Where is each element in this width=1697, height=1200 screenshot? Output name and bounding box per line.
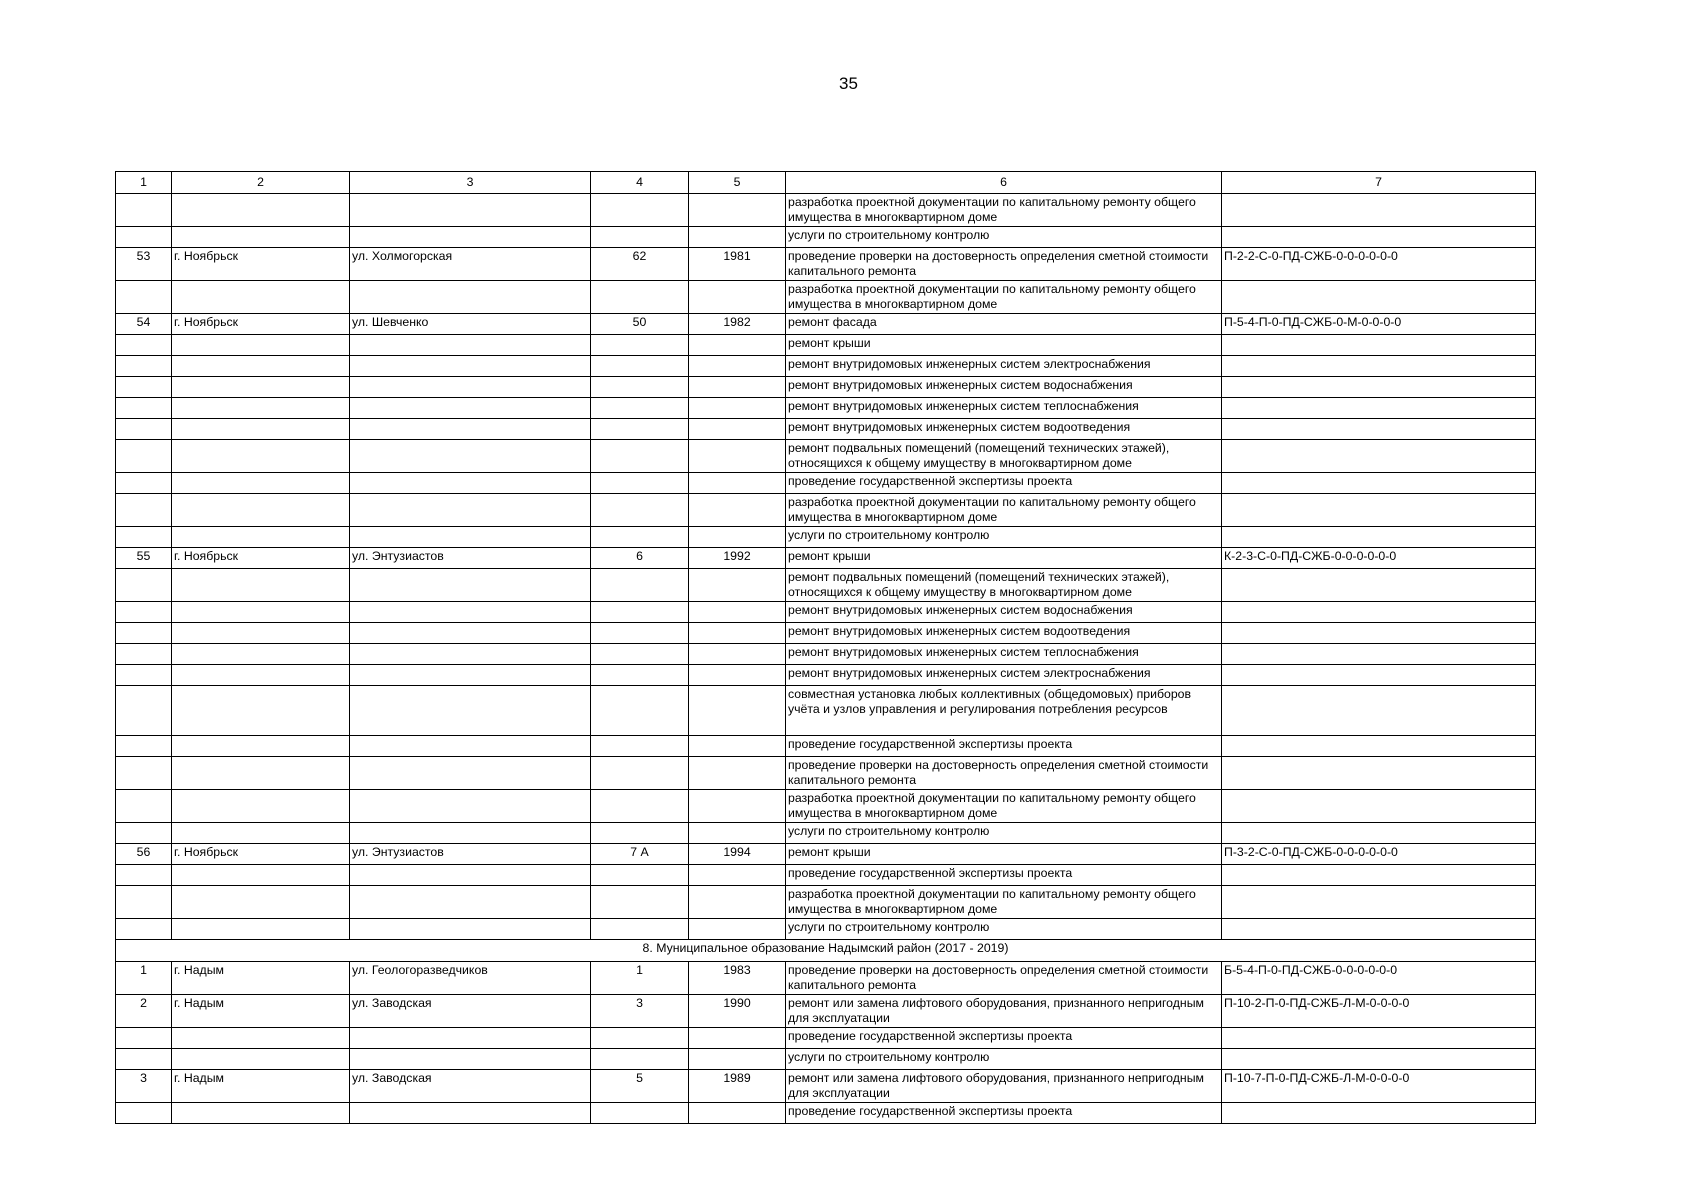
city-cell bbox=[172, 919, 350, 940]
building-code-cell: Б-5-4-П-0-ПД-СЖБ-0-0-0-0-0-0 bbox=[1222, 962, 1536, 995]
row-number-cell bbox=[116, 623, 172, 644]
year-cell bbox=[689, 919, 786, 940]
row-number-cell bbox=[116, 527, 172, 548]
table-row bbox=[116, 527, 1536, 548]
work-type-cell: проведение государственной экспертизы проекта bbox=[786, 1028, 1222, 1049]
street-cell: ул. Шевченко bbox=[350, 314, 591, 335]
table-row bbox=[116, 757, 1536, 790]
building-code-cell: К-2-3-С-0-ПД-СЖБ-0-0-0-0-0-0 bbox=[1222, 548, 1536, 569]
city-cell bbox=[172, 644, 350, 665]
city-cell bbox=[172, 757, 350, 790]
city-cell bbox=[172, 440, 350, 473]
street-cell: ул. Энтузиастов bbox=[350, 844, 591, 865]
house-number-cell bbox=[591, 377, 689, 398]
house-number-cell bbox=[591, 335, 689, 356]
house-number-cell: 7 А bbox=[591, 844, 689, 865]
city-cell bbox=[172, 398, 350, 419]
work-type-cell: ремонт подвальных помещений (помещений технических этажей), относящихся к общему имуществу в многоквартирном доме bbox=[786, 440, 1222, 473]
city-cell bbox=[172, 886, 350, 919]
house-number-cell bbox=[591, 823, 689, 844]
table-row bbox=[116, 398, 1536, 419]
column-header-2: 2 bbox=[172, 172, 350, 194]
row-number-cell: 53 bbox=[116, 248, 172, 281]
table-row bbox=[116, 419, 1536, 440]
row-number-cell bbox=[116, 440, 172, 473]
city-cell bbox=[172, 686, 350, 736]
column-header-7: 7 bbox=[1222, 172, 1536, 194]
table-row bbox=[116, 995, 1536, 1028]
table-row bbox=[116, 1103, 1536, 1124]
building-code-cell bbox=[1222, 281, 1536, 314]
street-cell bbox=[350, 281, 591, 314]
year-cell: 1981 bbox=[689, 248, 786, 281]
city-cell bbox=[172, 823, 350, 844]
row-number-cell bbox=[116, 757, 172, 790]
row-number-cell bbox=[116, 194, 172, 227]
street-cell bbox=[350, 1049, 591, 1070]
house-number-cell bbox=[591, 919, 689, 940]
work-type-cell: услуги по строительному контролю bbox=[786, 527, 1222, 548]
work-type-cell: разработка проектной документации по капитальному ремонту общего имущества в многоквартирном доме bbox=[786, 790, 1222, 823]
row-number-cell bbox=[116, 865, 172, 886]
year-cell bbox=[689, 865, 786, 886]
building-code-cell bbox=[1222, 644, 1536, 665]
work-type-cell: ремонт внутридомовых инженерных систем теплоснабжения bbox=[786, 398, 1222, 419]
table-row bbox=[116, 686, 1536, 736]
work-type-cell: ремонт крыши bbox=[786, 548, 1222, 569]
work-type-cell: услуги по строительному контролю bbox=[786, 823, 1222, 844]
city-cell: г. Надым bbox=[172, 962, 350, 995]
street-cell: ул. Энтузиастов bbox=[350, 548, 591, 569]
street-cell bbox=[350, 665, 591, 686]
row-number-cell: 56 bbox=[116, 844, 172, 865]
table-row bbox=[116, 844, 1536, 865]
building-code-cell bbox=[1222, 335, 1536, 356]
table-row bbox=[116, 823, 1536, 844]
street-cell bbox=[350, 569, 591, 602]
street-cell bbox=[350, 686, 591, 736]
table-row bbox=[116, 602, 1536, 623]
row-number-cell bbox=[116, 227, 172, 248]
street-cell: ул. Холмогорская bbox=[350, 248, 591, 281]
street-cell: ул. Геологоразведчиков bbox=[350, 962, 591, 995]
street-cell bbox=[350, 194, 591, 227]
work-type-cell: разработка проектной документации по капитальному ремонту общего имущества в многоквартирном доме bbox=[786, 194, 1222, 227]
row-number-cell bbox=[116, 686, 172, 736]
year-cell: 1983 bbox=[689, 962, 786, 995]
house-number-cell bbox=[591, 356, 689, 377]
building-code-cell bbox=[1222, 886, 1536, 919]
work-type-cell: ремонт внутридомовых инженерных систем электроснабжения bbox=[786, 665, 1222, 686]
year-cell bbox=[689, 281, 786, 314]
table-row bbox=[116, 665, 1536, 686]
work-type-cell: проведение государственной экспертизы проекта bbox=[786, 736, 1222, 757]
street-cell bbox=[350, 527, 591, 548]
building-code-cell: П-3-2-С-0-ПД-СЖБ-0-0-0-0-0-0 bbox=[1222, 844, 1536, 865]
city-cell: г. Ноябрьск bbox=[172, 844, 350, 865]
street-cell bbox=[350, 823, 591, 844]
table-row bbox=[116, 548, 1536, 569]
row-number-cell bbox=[116, 665, 172, 686]
row-number-cell bbox=[116, 886, 172, 919]
city-cell bbox=[172, 865, 350, 886]
street-cell bbox=[350, 377, 591, 398]
table-row bbox=[116, 314, 1536, 335]
house-number-cell: 1 bbox=[591, 962, 689, 995]
year-cell bbox=[689, 335, 786, 356]
city-cell: г. Ноябрьск bbox=[172, 548, 350, 569]
table-row bbox=[116, 1049, 1536, 1070]
city-cell: г. Ноябрьск bbox=[172, 314, 350, 335]
city-cell bbox=[172, 356, 350, 377]
table-row bbox=[116, 335, 1536, 356]
table-row bbox=[116, 248, 1536, 281]
house-number-cell: 3 bbox=[591, 995, 689, 1028]
year-cell: 1989 bbox=[689, 1070, 786, 1103]
building-code-cell bbox=[1222, 419, 1536, 440]
building-code-cell bbox=[1222, 440, 1536, 473]
table-header-row bbox=[116, 172, 1536, 194]
building-code-cell bbox=[1222, 823, 1536, 844]
city-cell bbox=[172, 281, 350, 314]
year-cell bbox=[689, 194, 786, 227]
row-number-cell bbox=[116, 335, 172, 356]
work-type-cell: проведение проверки на достоверность определения сметной стоимости капитального ремонта bbox=[786, 757, 1222, 790]
work-type-cell: услуги по строительному контролю bbox=[786, 919, 1222, 940]
building-code-cell bbox=[1222, 356, 1536, 377]
work-type-cell: проведение государственной экспертизы проекта bbox=[786, 865, 1222, 886]
building-code-cell bbox=[1222, 194, 1536, 227]
building-code-cell: П-2-2-С-0-ПД-СЖБ-0-0-0-0-0-0 bbox=[1222, 248, 1536, 281]
house-number-cell bbox=[591, 865, 689, 886]
house-number-cell bbox=[591, 790, 689, 823]
house-number-cell: 6 bbox=[591, 548, 689, 569]
street-cell bbox=[350, 440, 591, 473]
house-number-cell bbox=[591, 1049, 689, 1070]
street-cell: ул. Заводская bbox=[350, 1070, 591, 1103]
row-number-cell: 2 bbox=[116, 995, 172, 1028]
house-number-cell bbox=[591, 1028, 689, 1049]
house-number-cell bbox=[591, 527, 689, 548]
row-number-cell bbox=[116, 602, 172, 623]
row-number-cell bbox=[116, 736, 172, 757]
year-cell bbox=[689, 569, 786, 602]
work-type-cell: разработка проектной документации по капитальному ремонту общего имущества в многоквартирном доме bbox=[786, 281, 1222, 314]
street-cell bbox=[350, 919, 591, 940]
work-type-cell: ремонт крыши bbox=[786, 335, 1222, 356]
work-type-cell: ремонт внутридомовых инженерных систем водоснабжения bbox=[786, 602, 1222, 623]
building-code-cell bbox=[1222, 377, 1536, 398]
street-cell bbox=[350, 736, 591, 757]
row-number-cell bbox=[116, 1049, 172, 1070]
work-type-cell: ремонт подвальных помещений (помещений технических этажей), относящихся к общему имуществу в многоквартирном доме bbox=[786, 569, 1222, 602]
house-number-cell bbox=[591, 757, 689, 790]
row-number-cell bbox=[116, 1028, 172, 1049]
building-code-cell bbox=[1222, 569, 1536, 602]
house-number-cell bbox=[591, 602, 689, 623]
street-cell bbox=[350, 419, 591, 440]
row-number-cell bbox=[116, 473, 172, 494]
house-number-cell: 62 bbox=[591, 248, 689, 281]
table-row bbox=[116, 1070, 1536, 1103]
work-type-cell: ремонт крыши bbox=[786, 844, 1222, 865]
year-cell: 1992 bbox=[689, 548, 786, 569]
street-cell: ул. Заводская bbox=[350, 995, 591, 1028]
column-header-3: 3 bbox=[350, 172, 591, 194]
year-cell bbox=[689, 227, 786, 248]
year-cell bbox=[689, 665, 786, 686]
year-cell bbox=[689, 473, 786, 494]
year-cell bbox=[689, 1049, 786, 1070]
work-type-cell: совместная установка любых коллективных (общедомовых) приборов учёта и узлов управления и регулирования потребления ресурсов bbox=[786, 686, 1222, 736]
building-code-cell bbox=[1222, 602, 1536, 623]
year-cell bbox=[689, 377, 786, 398]
building-code-cell bbox=[1222, 1028, 1536, 1049]
city-cell bbox=[172, 569, 350, 602]
year-cell bbox=[689, 602, 786, 623]
building-code-cell bbox=[1222, 398, 1536, 419]
table-row bbox=[116, 227, 1536, 248]
capital-repair-table bbox=[115, 171, 1536, 1124]
page-number: 35 bbox=[839, 74, 858, 93]
city-cell bbox=[172, 194, 350, 227]
year-cell bbox=[689, 757, 786, 790]
house-number-cell bbox=[591, 494, 689, 527]
work-type-cell: ремонт внутридомовых инженерных систем теплоснабжения bbox=[786, 644, 1222, 665]
city-cell bbox=[172, 623, 350, 644]
year-cell bbox=[689, 398, 786, 419]
table-row bbox=[116, 569, 1536, 602]
city-cell bbox=[172, 473, 350, 494]
work-type-cell: ремонт фасада bbox=[786, 314, 1222, 335]
section-title: 8. Муниципальное образование Надымский район (2017 - 2019) bbox=[116, 940, 1536, 962]
city-cell: г. Ноябрьск bbox=[172, 248, 350, 281]
house-number-cell: 5 bbox=[591, 1070, 689, 1103]
year-cell: 1982 bbox=[689, 314, 786, 335]
year-cell bbox=[689, 623, 786, 644]
building-code-cell: П-10-7-П-0-ПД-СЖБ-Л-М-0-0-0-0 bbox=[1222, 1070, 1536, 1103]
table-row bbox=[116, 736, 1536, 757]
table-row bbox=[116, 377, 1536, 398]
year-cell bbox=[689, 1028, 786, 1049]
table-row bbox=[116, 281, 1536, 314]
year-cell bbox=[689, 356, 786, 377]
city-cell bbox=[172, 1028, 350, 1049]
street-cell bbox=[350, 602, 591, 623]
table-row bbox=[116, 919, 1536, 940]
row-number-cell bbox=[116, 356, 172, 377]
row-number-cell: 3 bbox=[116, 1070, 172, 1103]
city-cell bbox=[172, 527, 350, 548]
city-cell bbox=[172, 665, 350, 686]
year-cell bbox=[689, 886, 786, 919]
row-number-cell bbox=[116, 1103, 172, 1124]
row-number-cell bbox=[116, 419, 172, 440]
street-cell bbox=[350, 1103, 591, 1124]
street-cell bbox=[350, 644, 591, 665]
year-cell bbox=[689, 736, 786, 757]
building-code-cell bbox=[1222, 686, 1536, 736]
street-cell bbox=[350, 398, 591, 419]
table-row bbox=[116, 886, 1536, 919]
row-number-cell: 1 bbox=[116, 962, 172, 995]
house-number-cell bbox=[591, 281, 689, 314]
year-cell bbox=[689, 1103, 786, 1124]
house-number-cell bbox=[591, 194, 689, 227]
building-code-cell bbox=[1222, 1103, 1536, 1124]
building-code-cell bbox=[1222, 665, 1536, 686]
year-cell bbox=[689, 644, 786, 665]
table-row bbox=[116, 440, 1536, 473]
work-type-cell: проведение проверки на достоверность определения сметной стоимости капитального ремонта bbox=[786, 962, 1222, 995]
building-code-cell bbox=[1222, 865, 1536, 886]
city-cell bbox=[172, 335, 350, 356]
house-number-cell bbox=[591, 736, 689, 757]
house-number-cell bbox=[591, 886, 689, 919]
column-header-4: 4 bbox=[591, 172, 689, 194]
row-number-cell bbox=[116, 790, 172, 823]
table-row bbox=[116, 494, 1536, 527]
work-type-cell: разработка проектной документации по капитальному ремонту общего имущества в многоквартирном доме bbox=[786, 886, 1222, 919]
year-cell bbox=[689, 790, 786, 823]
house-number-cell: 50 bbox=[591, 314, 689, 335]
row-number-cell bbox=[116, 377, 172, 398]
column-header-6: 6 bbox=[786, 172, 1222, 194]
street-cell bbox=[350, 1028, 591, 1049]
row-number-cell bbox=[116, 569, 172, 602]
street-cell bbox=[350, 227, 591, 248]
row-number-cell bbox=[116, 919, 172, 940]
work-type-cell: ремонт внутридомовых инженерных систем водоснабжения bbox=[786, 377, 1222, 398]
street-cell bbox=[350, 623, 591, 644]
table-row bbox=[116, 865, 1536, 886]
table-row bbox=[116, 790, 1536, 823]
column-header-5: 5 bbox=[689, 172, 786, 194]
work-type-cell: ремонт внутридомовых инженерных систем электроснабжения bbox=[786, 356, 1222, 377]
street-cell bbox=[350, 494, 591, 527]
work-type-cell: ремонт или замена лифтового оборудования, признанного непригодным для эксплуатации bbox=[786, 1070, 1222, 1103]
building-code-cell bbox=[1222, 736, 1536, 757]
street-cell bbox=[350, 356, 591, 377]
city-cell bbox=[172, 419, 350, 440]
building-code-cell bbox=[1222, 227, 1536, 248]
building-code-cell bbox=[1222, 790, 1536, 823]
row-number-cell: 55 bbox=[116, 548, 172, 569]
row-number-cell bbox=[116, 644, 172, 665]
building-code-cell bbox=[1222, 1049, 1536, 1070]
year-cell bbox=[689, 823, 786, 844]
row-number-cell bbox=[116, 494, 172, 527]
house-number-cell bbox=[591, 1103, 689, 1124]
work-type-cell: ремонт внутридомовых инженерных систем водоотведения bbox=[786, 623, 1222, 644]
house-number-cell bbox=[591, 686, 689, 736]
city-cell: г. Надым bbox=[172, 1070, 350, 1103]
house-number-cell bbox=[591, 398, 689, 419]
building-code-cell bbox=[1222, 494, 1536, 527]
street-cell bbox=[350, 886, 591, 919]
year-cell bbox=[689, 494, 786, 527]
city-cell bbox=[172, 494, 350, 527]
street-cell bbox=[350, 473, 591, 494]
building-code-cell bbox=[1222, 623, 1536, 644]
building-code-cell: П-10-2-П-0-ПД-СЖБ-Л-М-0-0-0-0 bbox=[1222, 995, 1536, 1028]
city-cell bbox=[172, 1103, 350, 1124]
city-cell: г. Надым bbox=[172, 995, 350, 1028]
year-cell: 1994 bbox=[689, 844, 786, 865]
year-cell bbox=[689, 527, 786, 548]
house-number-cell bbox=[591, 644, 689, 665]
house-number-cell bbox=[591, 227, 689, 248]
work-type-cell: проведение государственной экспертизы проекта bbox=[786, 473, 1222, 494]
table-row bbox=[116, 356, 1536, 377]
table-row bbox=[116, 623, 1536, 644]
street-cell bbox=[350, 865, 591, 886]
table-row bbox=[116, 962, 1536, 995]
work-type-cell: разработка проектной документации по капитальному ремонту общего имущества в многоквартирном доме bbox=[786, 494, 1222, 527]
table-row bbox=[116, 1028, 1536, 1049]
house-number-cell bbox=[591, 569, 689, 602]
city-cell bbox=[172, 377, 350, 398]
street-cell bbox=[350, 335, 591, 356]
city-cell bbox=[172, 790, 350, 823]
row-number-cell bbox=[116, 281, 172, 314]
house-number-cell bbox=[591, 665, 689, 686]
house-number-cell bbox=[591, 623, 689, 644]
street-cell bbox=[350, 790, 591, 823]
building-code-cell: П-5-4-П-0-ПД-СЖБ-0-М-0-0-0-0 bbox=[1222, 314, 1536, 335]
row-number-cell bbox=[116, 823, 172, 844]
building-code-cell bbox=[1222, 919, 1536, 940]
house-number-cell bbox=[591, 419, 689, 440]
year-cell bbox=[689, 440, 786, 473]
work-type-cell: услуги по строительному контролю bbox=[786, 227, 1222, 248]
work-type-cell: ремонт или замена лифтового оборудования, признанного непригодным для эксплуатации bbox=[786, 995, 1222, 1028]
table-row bbox=[116, 194, 1536, 227]
building-code-cell bbox=[1222, 757, 1536, 790]
city-cell bbox=[172, 602, 350, 623]
column-header-1: 1 bbox=[116, 172, 172, 194]
year-cell bbox=[689, 686, 786, 736]
year-cell: 1990 bbox=[689, 995, 786, 1028]
house-number-cell bbox=[591, 440, 689, 473]
city-cell bbox=[172, 227, 350, 248]
work-type-cell: ремонт внутридомовых инженерных систем водоотведения bbox=[786, 419, 1222, 440]
street-cell bbox=[350, 757, 591, 790]
work-type-cell: проведение государственной экспертизы проекта bbox=[786, 1103, 1222, 1124]
table-row bbox=[116, 473, 1536, 494]
row-number-cell: 54 bbox=[116, 314, 172, 335]
house-number-cell bbox=[591, 473, 689, 494]
year-cell bbox=[689, 419, 786, 440]
city-cell bbox=[172, 736, 350, 757]
table-row bbox=[116, 644, 1536, 665]
city-cell bbox=[172, 1049, 350, 1070]
building-code-cell bbox=[1222, 473, 1536, 494]
work-type-cell: услуги по строительному контролю bbox=[786, 1049, 1222, 1070]
building-code-cell bbox=[1222, 527, 1536, 548]
work-type-cell: проведение проверки на достоверность определения сметной стоимости капитального ремонта bbox=[786, 248, 1222, 281]
row-number-cell bbox=[116, 398, 172, 419]
section-header-row bbox=[116, 940, 1536, 962]
